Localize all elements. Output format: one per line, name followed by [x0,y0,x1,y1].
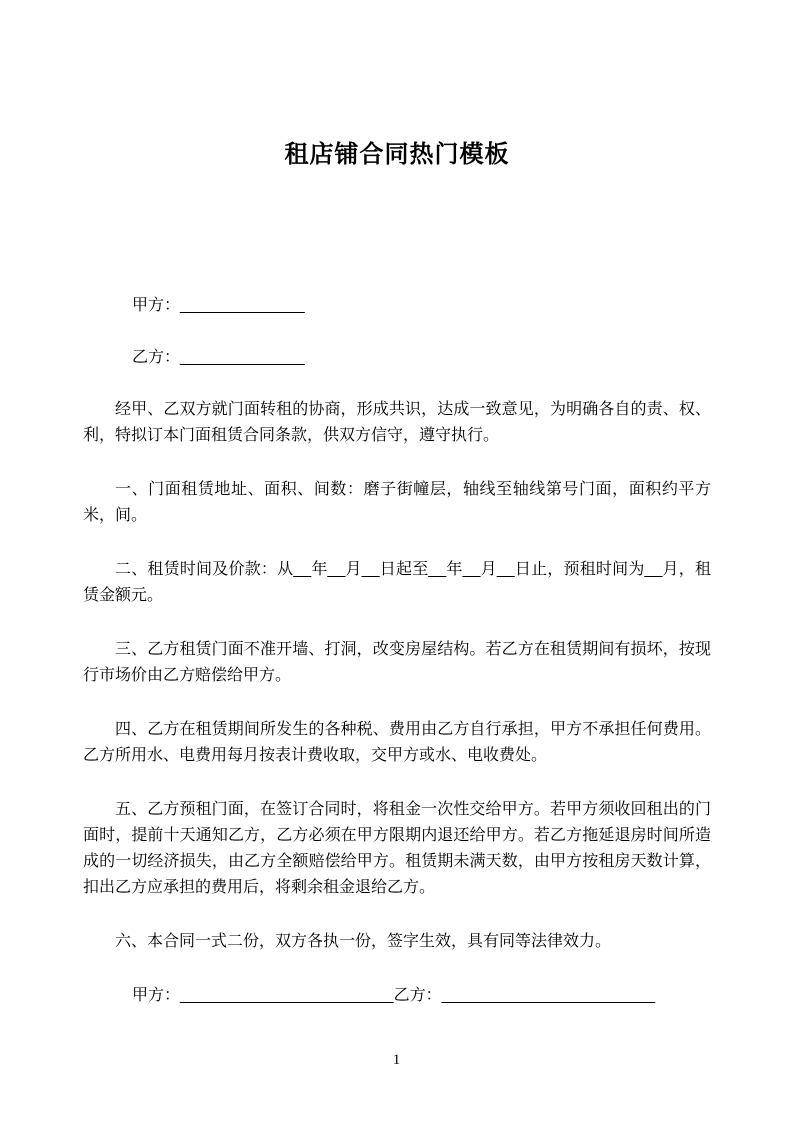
party-b-line [83,345,711,371]
party-b-blank: ______________ [180,349,305,366]
party-a-blank: ______________ [180,297,305,314]
party-a-line [83,293,711,319]
signature-party-a-label: 甲方： [132,987,181,1004]
signature-line [83,983,711,1009]
intro-paragraph: 经甲、乙双方就门面转租的协商，形成共识，达成一致意见，为明确各自的责、权、利，特拟订本门面租赁合同条款，供双方信守，遵守执行。 [83,401,711,444]
signature-party-a-blank: ________________________ [180,987,394,1004]
document-title: 租店铺合同热门模板 [284,141,510,168]
clause-4-paragraph: 四、乙方在租赁期间所发生的各种税、费用由乙方自行承担，甲方不承担任何费用。乙方所用水、电费用每月按表计费收取，交甲方或水、电收费处。 [83,721,711,764]
clause-5-paragraph: 五、乙方预租门面，在签订合同时，将租金一次性交给甲方。若甲方须收回租出的门面时，提前十天通知乙方，乙方必须在甲方限期内退还给甲方。若乙方拖延退房时间所造成的一切经济损失，由乙方全额赔偿给甲方。租赁期未满天数，由甲方按租房天数计算，扣出乙方应承担的费用后，将剩余租金退给乙方。 [83,801,711,896]
clause-6-paragraph: 六、本合同一式二份，双方各执一份，签字生效，具有同等法律效力。 [115,933,612,950]
page-number: 1 [392,1052,401,1068]
party-a-label: 甲方： [132,297,181,314]
clause-3-paragraph: 三、乙方租赁门面不准开墙、打洞，改变房屋结构。若乙方在租赁期间有损坏，按现行市场价由乙方赔偿给甲方。 [83,641,711,684]
clause-2-paragraph: 二、租赁时间及价款：从__年__月__日起至__年__月__日止，预租时间为__月，租赁金额元。 [83,561,711,604]
signature-party-b-label: 乙方： [393,987,442,1004]
party-b-label: 乙方： [132,349,181,366]
signature-party-b-blank: ________________________ [441,987,656,1004]
clause-1-paragraph: 一、门面租赁地址、面积、间数：磨子街幢层，轴线至轴线第号门面，面积约平方米，间。 [83,481,711,524]
